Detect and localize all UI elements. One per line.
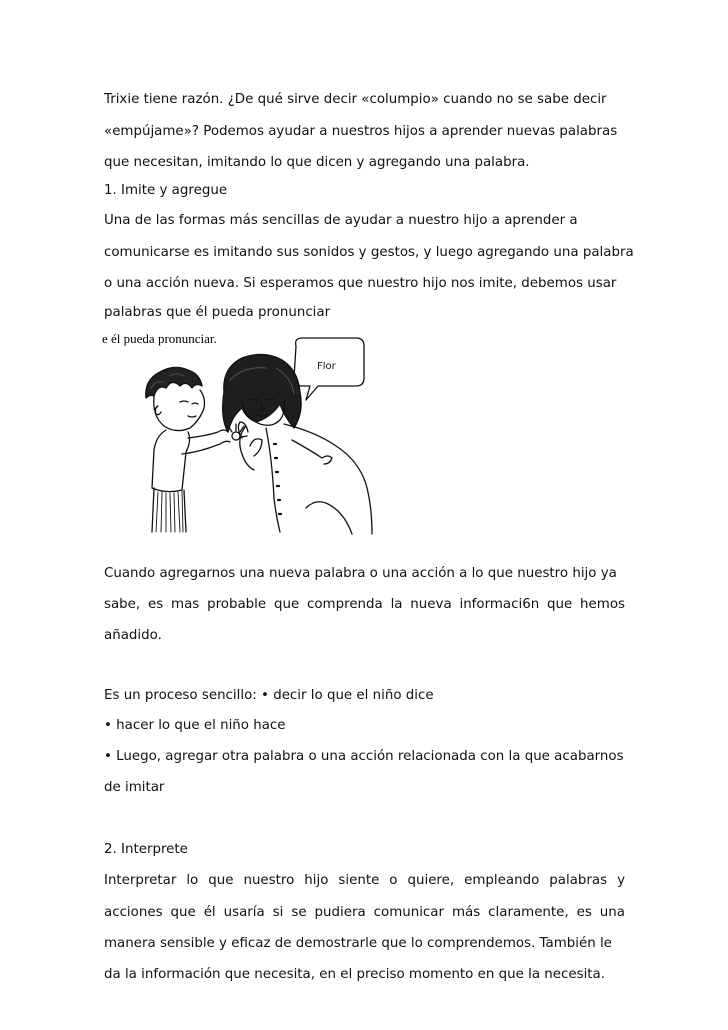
section-heading: 1. Imite y agregue (104, 183, 228, 198)
paragraph-line: palabras que él pueda pronunciar (104, 305, 331, 320)
scanned-caption-fragment: e él pueda pronunciar. (102, 331, 217, 346)
paragraph-line: añadido. (104, 628, 162, 643)
list-intro-line: Es un proceso sencillo: • decir lo que el niño dice (104, 688, 434, 703)
paragraph-line: Una de las formas más sencillas de ayudar a nuestro hijo a aprender a (104, 213, 578, 228)
paragraph-line: acciones que él usaría si se pudiera comunicar más claramente, es una (104, 905, 625, 920)
paragraph-line: de imitar (104, 780, 165, 795)
paragraph-line: «empújame»? Podemos ayudar a nuestros hijos a aprender nuevas palabras (104, 124, 618, 139)
mother-child-flower-illustration (96, 328, 416, 540)
paragraph-line: sabe, es mas probable que comprenda la nueva informaci6n que hemos (104, 597, 625, 612)
paragraph-line: o una acción nueva. Si esperamos que nuestro hijo nos imite, debemos usar (104, 276, 617, 291)
bullet-item: • Luego, agregar otra palabra o una acción relacionada con la que acabarnos (104, 749, 624, 764)
paragraph-line: Trixie tiene razón. ¿De qué sirve decir «columpio» cuando no se sabe decir (104, 92, 607, 107)
flower (232, 432, 240, 440)
paragraph-line: Interpretar lo que nuestro hijo siente o quiere, empleando palabras y (104, 873, 625, 888)
paragraph-line: da la información que necesita, en el preciso momento en que la necesita. (104, 967, 606, 982)
paragraph-line: comunicarse es imitando sus sonidos y gestos, y luego agregando una palabra (104, 245, 634, 260)
paragraph-line: manera sensible y eficaz de demostrarle que lo comprendemos. También le (104, 936, 612, 951)
paragraph-line: Cuando agregarnos una nueva palabra o una acción a lo que nuestro hijo ya (104, 566, 617, 581)
bullet-item: • hacer lo que el niño hace (104, 718, 286, 733)
section-heading: 2. Interprete (104, 842, 188, 857)
paragraph-line: que necesitan, imitando lo que dicen y agregando una palabra. (104, 155, 530, 170)
speech-bubble-text: Flor (317, 361, 336, 372)
